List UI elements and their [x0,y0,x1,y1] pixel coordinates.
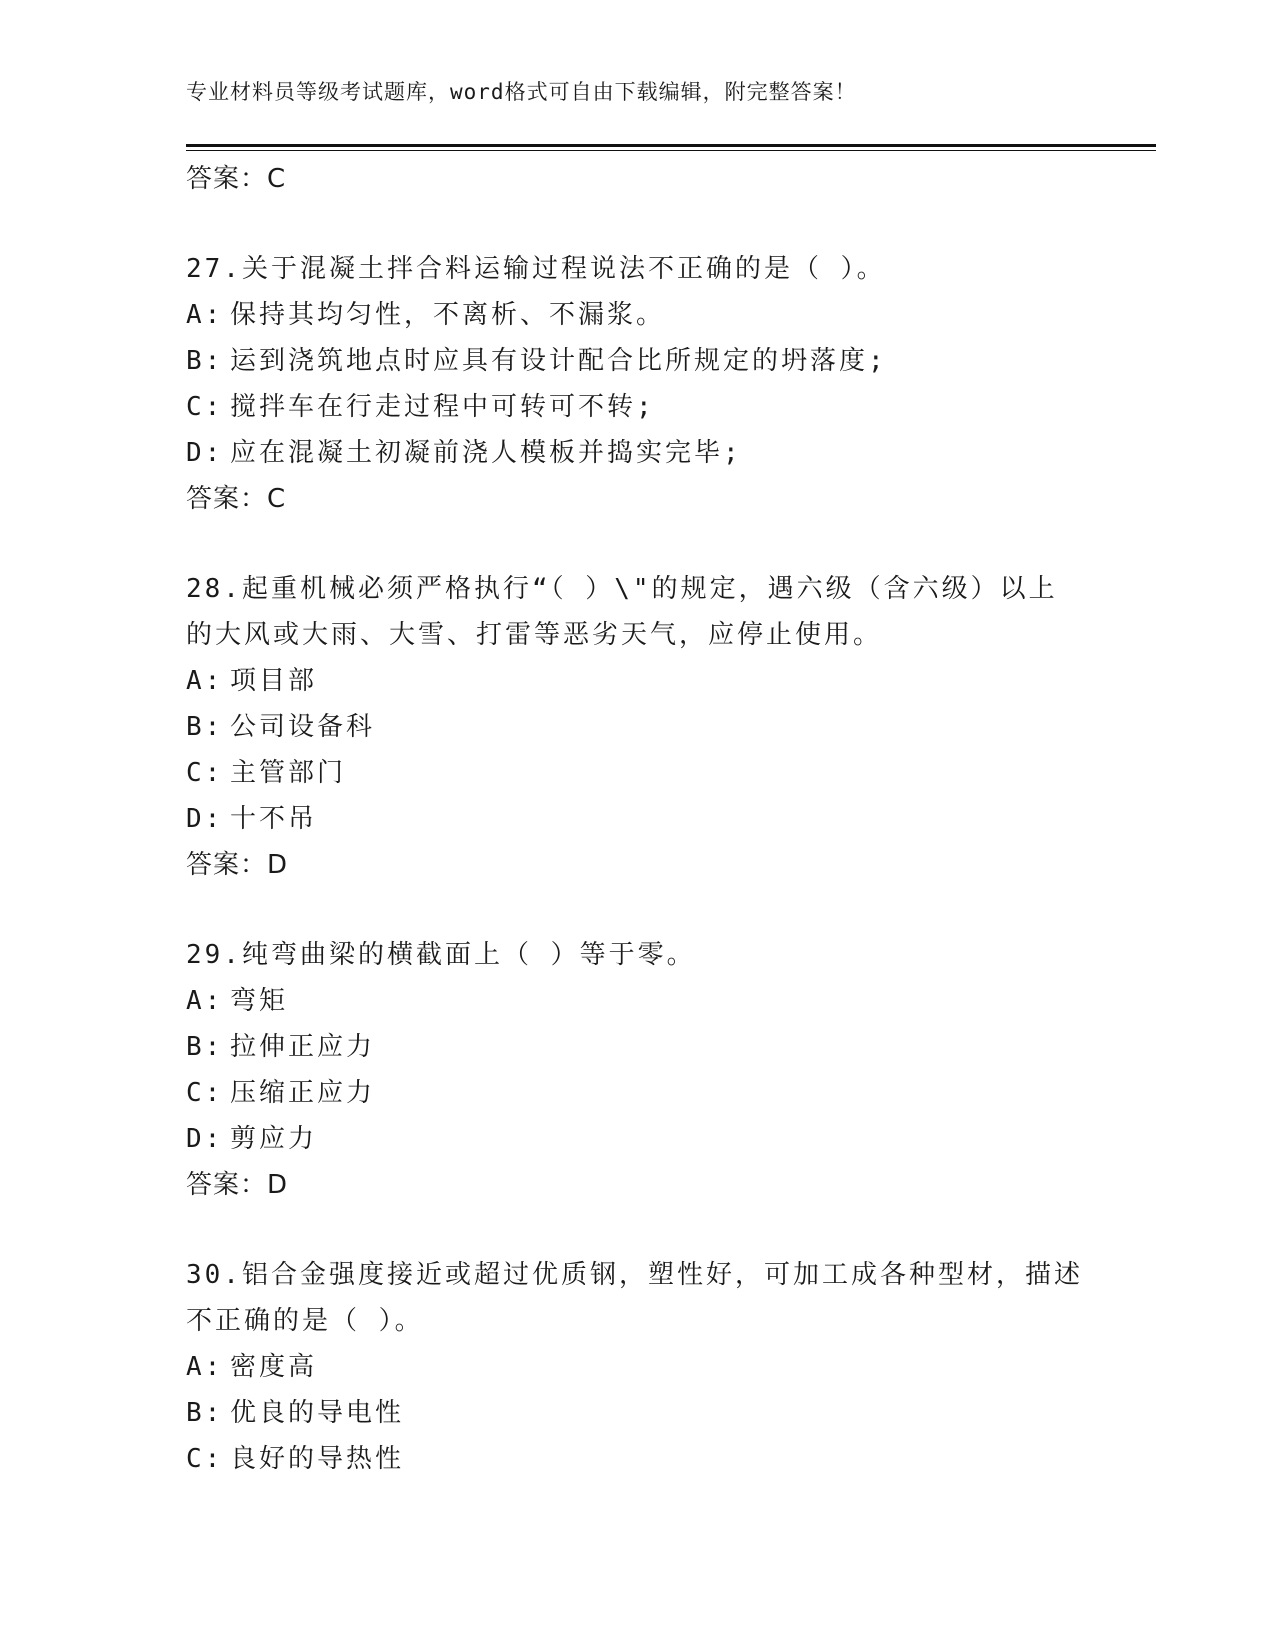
question-gap [186,1208,1086,1252]
option-label: A: [186,1352,224,1382]
question-stem-line: 28.起重机械必须严格执行“（ ）\"的规定，遇六级（含六级）以上 [186,574,1058,604]
option-label: C: [186,1444,224,1474]
option-text: 优良的导电性 [230,1398,405,1428]
previous-answer: 答案：C [186,164,287,194]
option-label: A: [186,986,224,1016]
option-label: A: [186,666,224,696]
question-stem-line: 不正确的是（ ）。 [186,1306,424,1336]
option-line [186,1344,1086,1390]
option-line [186,338,1086,384]
option-label: B: [186,346,224,376]
question-item [186,246,1086,522]
answer-line: 答案：D [186,850,289,880]
option-text: 应在混凝土初凝前浇人模板并捣实完毕; [230,438,742,468]
option-text: 搅拌车在行走过程中可转可不转; [230,392,655,422]
question-stem-line: 29.纯弯曲梁的横截面上（ ）等于零。 [186,940,696,970]
option-text: 公司设备科 [230,712,376,742]
option-text: 项目部 [230,666,318,696]
question-gap [186,888,1086,932]
option-line [186,384,1086,430]
answer-line: 答案：D [186,1170,289,1200]
option-label: B: [186,1398,224,1428]
option-text: 运到浇筑地点时应具有设计配合比所规定的坍落度; [230,346,887,376]
option-line [186,292,1086,338]
option-text: 良好的导热性 [230,1444,405,1474]
question-stem-line: 的大风或大雨、大雪、打雷等恶劣天气，应停止使用。 [186,620,883,650]
option-label: B: [186,712,224,742]
question-item [186,932,1086,1208]
option-line [186,1116,1086,1162]
option-label: A: [186,300,224,330]
question-gap [186,522,1086,566]
answer-line: 答案：C [186,484,287,514]
question-stem-line: 27.关于混凝土拌合料运输过程说法不正确的是（ ）。 [186,254,886,284]
option-text: 拉伸正应力 [230,1032,376,1062]
option-text: 主管部门 [230,758,347,788]
option-label: B: [186,1032,224,1062]
option-label: D: [186,438,224,468]
option-line [186,750,1086,796]
question-gap [186,202,1086,246]
option-line [186,978,1086,1024]
option-label: C: [186,1078,224,1108]
option-text: 弯矩 [230,986,289,1016]
option-line [186,1390,1086,1436]
option-label: D: [186,1124,224,1154]
option-label: C: [186,392,224,422]
option-label: C: [186,758,224,788]
option-line [186,1436,1086,1482]
option-text: 剪应力 [230,1124,318,1154]
option-text: 保持其均匀性，不离析、不漏浆。 [230,300,666,330]
question-list [186,156,1086,1482]
option-text: 压缩正应力 [230,1078,376,1108]
page-header: 专业材料员等级考试题库，word格式可自由下载编辑，附完整答案！ [186,80,857,104]
option-label: D: [186,804,224,834]
option-line [186,430,1086,476]
question-item [186,566,1086,888]
header-rule-thin [186,150,1156,151]
question-item [186,1252,1086,1482]
option-text: 十不吊 [230,804,318,834]
option-line [186,704,1086,750]
option-line [186,658,1086,704]
option-line [186,1070,1086,1116]
option-text: 密度高 [230,1352,318,1382]
option-line [186,1024,1086,1070]
option-line [186,796,1086,842]
question-stem-line: 30.铝合金强度接近或超过优质钢，塑性好，可加工成各种型材，描述 [186,1260,1083,1290]
header-rule-thick [186,144,1156,147]
